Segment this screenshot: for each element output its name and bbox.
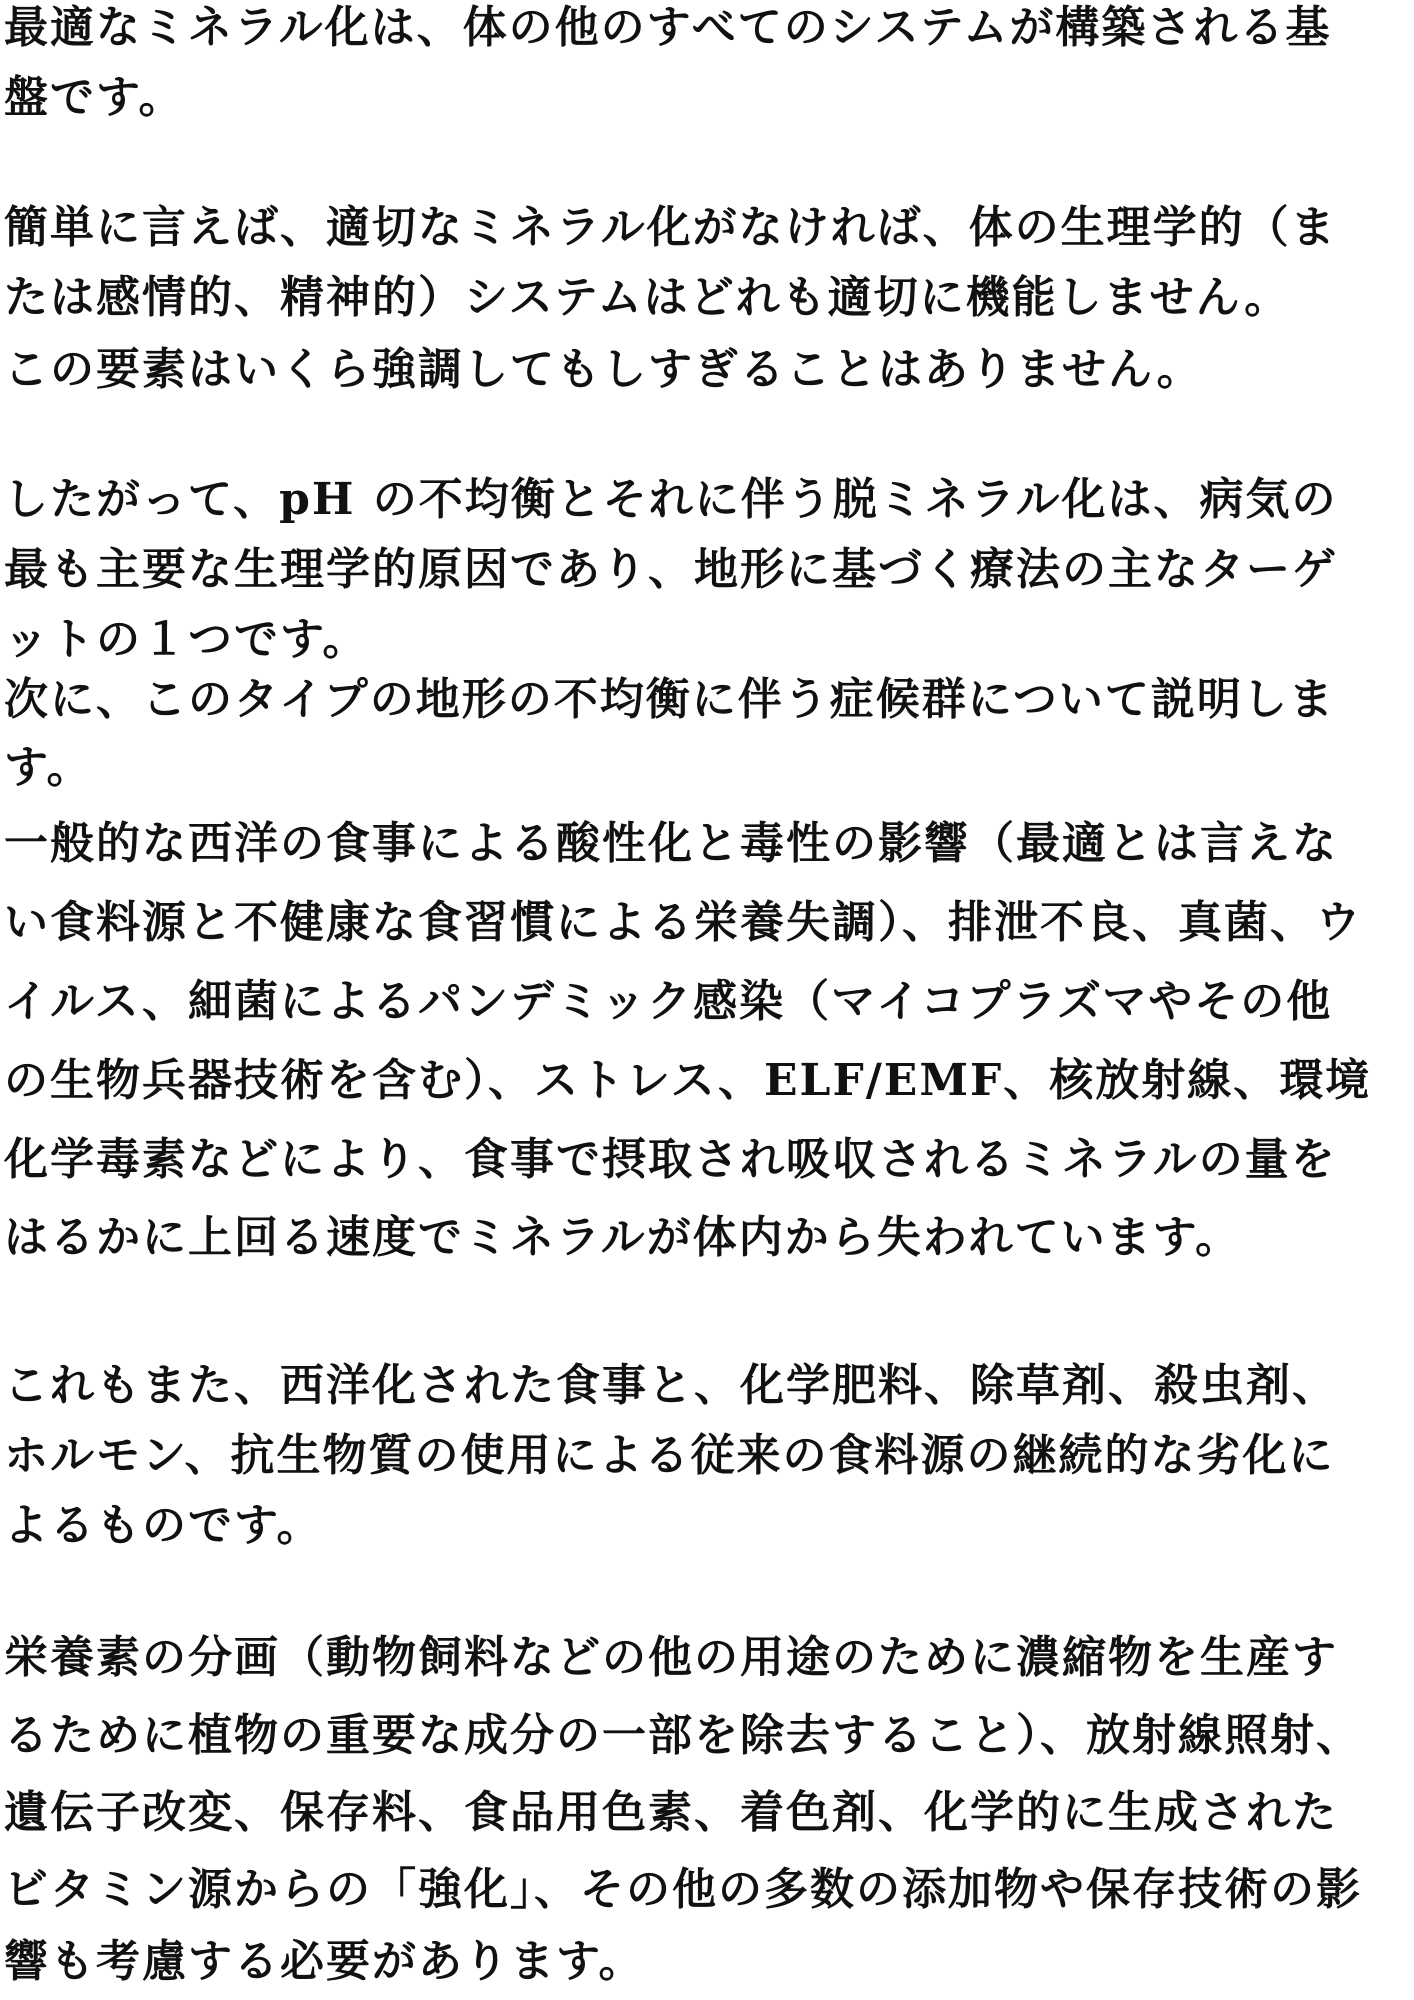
text-line: の生物兵器技術を含む）、ストレス、ELF/EMF、核放射線、環境: [4, 1055, 1372, 1106]
text-line: この要素はいくら強調してもしすぎることはありません。: [4, 344, 1203, 395]
text-line: ビタミン源からの「強化」、その他の多数の添加物や保存技術の影: [4, 1864, 1362, 1915]
text-line: す。: [4, 742, 93, 793]
text-line: したがって、pH の不均衡とそれに伴う脱ミネラル化は、病気の: [4, 474, 1338, 525]
text-line: イルス、細菌によるパンデミック感染（マイコプラズマやその他: [4, 976, 1333, 1027]
text-line: 遺伝子改変、保存料、食品用色素、着色剤、化学的に生成された: [4, 1787, 1338, 1838]
text-line: 簡単に言えば、適切なミネラル化がなければ、体の生理学的（ま: [4, 202, 1337, 253]
text-line: ットの１つです。: [4, 614, 369, 665]
text-line: ホルモン、抗生物質の使用による従来の食料源の継続的な劣化に: [4, 1430, 1335, 1481]
text-line: 盤です。: [4, 72, 185, 123]
text-line: るために植物の重要な成分の一部を除去すること）、放射線照射、: [4, 1710, 1362, 1761]
text-line: 最適なミネラル化は、体の他のすべてのシステムが構築される基: [4, 2, 1332, 53]
text-line: よるものです。: [4, 1500, 323, 1551]
text-line: 一般的な西洋の食事による酸性化と毒性の影響（最適とは言えな: [4, 818, 1338, 869]
text-line: 栄養素の分画（動物飼料などの他の用途のために濃縮物を生産す: [4, 1632, 1338, 1683]
text-line: 響も考慮する必要があります。: [4, 1936, 645, 1987]
text-line: はるかに上回る速度でミネラルが体内から失われています。: [4, 1212, 1242, 1263]
text-line: い食料源と不健康な食習慣による栄養失調）、排泄不良、真菌、ウ: [4, 897, 1362, 948]
text-line: 化学毒素などにより、食事で摂取され吸収されるミネラルの量を: [4, 1134, 1337, 1185]
text-line: 次に、このタイプの地形の不均衡に伴う症候群について説明しま: [4, 674, 1335, 725]
text-line: 最も主要な生理学的原因であり、地形に基づく療法の主なターゲ: [4, 544, 1338, 595]
text-line: たは感情的、精神的）システムはどれも適切に機能しません。: [4, 272, 1291, 323]
text-line: これもまた、西洋化された食事と、化学肥料、除草剤、殺虫剤、: [4, 1360, 1338, 1411]
